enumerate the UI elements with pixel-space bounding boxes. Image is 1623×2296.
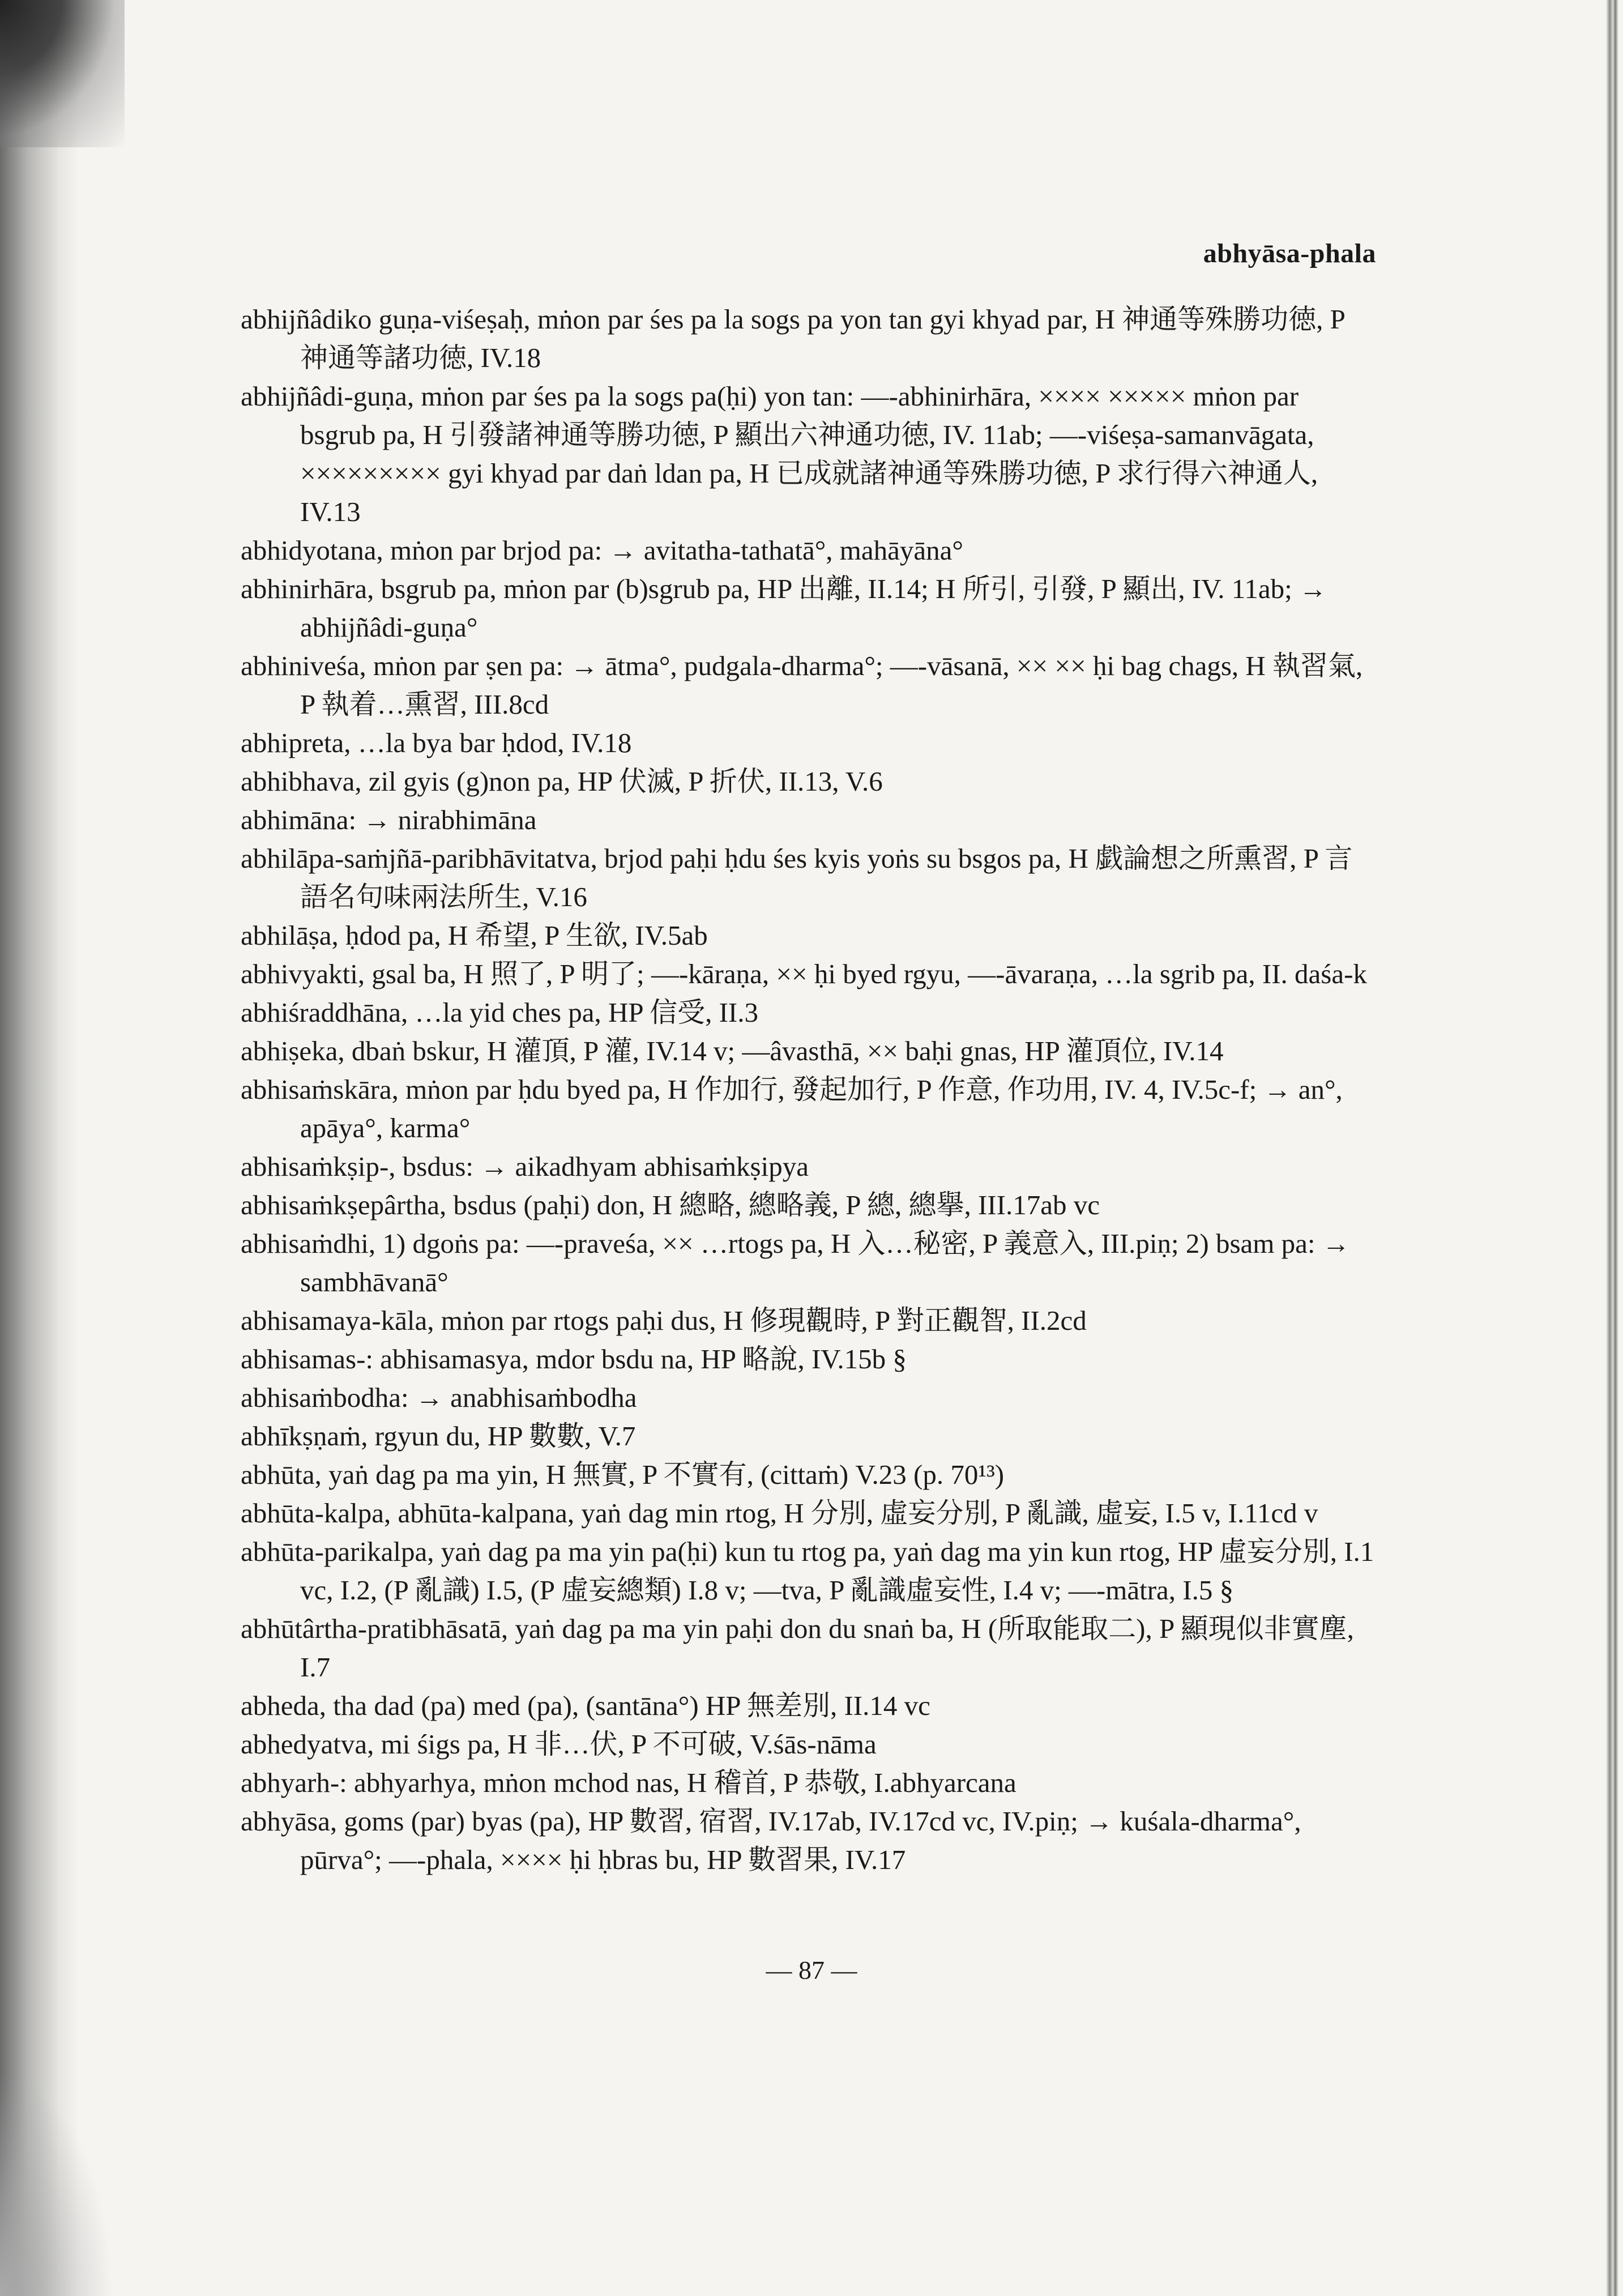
bottom-corner-shadow xyxy=(0,2069,113,2296)
glossary-entry: abhisaṁbodha: → anabhisaṁbodha xyxy=(241,1382,637,1413)
binding-shadow xyxy=(0,0,79,2296)
glossary-entry: abhidyotana, mṅon par brjod pa: → avitatha-tathatā°, mahāyāna° xyxy=(241,535,963,566)
glossary-entry: abhiśraddhāna, …la yid ches pa, HP 信受, II.3 xyxy=(241,997,758,1028)
glossary-entry: abhijñâdiko guṇa-viśeṣaḥ, mṅon par śes pa la sogs pa yon tan gyi khyad par, H 神通等殊勝功徳, P 神通等諸功徳, IV.18 xyxy=(241,304,1345,373)
glossary-entry: abhisaṁskāra, mṅon par ḥdu byed pa, H 作加行, 發起加行, P 作意, 作功用, IV. 4, IV.5c-f; → an°, apāya°, karma° xyxy=(241,1074,1343,1143)
page-edge xyxy=(1606,0,1618,2296)
glossary-entry: abhiṣeka, dbaṅ bskur, H 灌頂, P 灌, IV.14 v; —âvasthā, ×× baḥi gnas, HP 灌頂位, IV.14 xyxy=(241,1035,1224,1066)
glossary-entry: abhimāna: → nirabhimāna xyxy=(241,804,537,835)
glossary-entry: abhiniveśa, mṅon par ṣen pa: → ātma°, pudgala-dharma°; —-vāsanā, ×× ×× ḥi bag chags, H 執習氣, P 執着…熏習, III.8cd xyxy=(241,650,1363,720)
glossary-entries xyxy=(241,300,1379,1879)
glossary-entry: abhilāṣa, ḥdod pa, H 希望, P 生欲, IV.5ab xyxy=(241,920,708,951)
corner-shadow xyxy=(0,0,125,147)
glossary-entry: abhivyakti, gsal ba, H 照了, P 明了; —-kāraṇa, ×× ḥi byed rgyu, —-āvaraṇa, …la sgrib pa, II. daśa-k xyxy=(241,958,1367,989)
glossary-entry: abhūta-kalpa, abhūta-kalpana, yaṅ dag min rtog, H 分別, 虛妄分別, P 亂識, 虛妄, I.5 v, I.11cd v xyxy=(241,1497,1318,1529)
glossary-entry: abhūta, yaṅ dag pa ma yin, H 無實, P 不實有, (cittaṁ) V.23 (p. 70¹³) xyxy=(241,1459,1005,1490)
glossary-entry: abhibhava, zil gyis (g)non pa, HP 伏滅, P 折伏, II.13, V.6 xyxy=(241,766,883,797)
glossary-entry: abhyarh-: abhyarhya, mṅon mchod nas, H 稽首, P 恭敬, I.abhyarcana xyxy=(241,1767,1016,1798)
glossary-entry: abhijñâdi-guṇa, mṅon par śes pa la sogs pa(ḥi) yon tan: —-abhinirhāra, ×××× ××××× mṅon par bsgrub pa, H 引發諸神通等勝功徳, P 顯出六神通功徳, IV. 11ab; —-viśeṣa-samanvāgata, ××××××××× gyi khyad par daṅ ldan pa, H 已成就諸神通等殊勝功徳, P 求行得六神通人, IV.13 xyxy=(241,381,1318,527)
glossary-entry: abhisaṁkṣip-, bsdus: → aikadhyam abhisaṁkṣipya xyxy=(241,1151,809,1182)
glossary-entry: abhisamaya-kāla, mṅon par rtogs paḥi dus, H 修現觀時, P 對正觀智, II.2cd xyxy=(241,1305,1087,1336)
glossary-entry: abhinirhāra, bsgrub pa, mṅon par (b)sgrub pa, HP 出離, II.14; H 所引, 引發, P 顯出, IV. 11ab; → abhijñâdi-guṇa° xyxy=(241,573,1327,643)
glossary-entry: abhisaṁdhi, 1) dgoṅs pa: —-praveśa, ×× …rtogs pa, H 入…秘密, P 義意入, III.piṇ; 2) bsam pa: → sambhāvanā° xyxy=(241,1228,1350,1298)
glossary-entry: abhisamas-: abhisamasya, mdor bsdu na, HP 略說, IV.15b § xyxy=(241,1343,907,1375)
page-number: — 87 — xyxy=(766,1956,857,1985)
running-head: abhyāsa-phala xyxy=(1203,238,1376,268)
glossary-entry: abhipreta, …la bya bar ḥdod, IV.18 xyxy=(241,727,632,758)
glossary-entry: abheda, tha dad (pa) med (pa), (santāna°) HP 無差別, II.14 vc xyxy=(241,1690,930,1721)
glossary-entry: abhedyatva, mi śigs pa, H 非…伏, P 不可破, V.śās-nāma xyxy=(241,1729,877,1760)
glossary-entry: abhūta-parikalpa, yaṅ dag pa ma yin pa(ḥi) kun tu rtog pa, yaṅ dag ma yin kun rtog, HP 虛妄分別, I.1 vc, I.2, (P 亂識) I.5, (P 虛妄總類) I.8 v; —tva, P 亂識虛妄性, I.4 v; —-mātra, I.5 § xyxy=(241,1536,1374,1606)
glossary-entry: abhisaṁkṣepârtha, bsdus (paḥi) don, H 總略, 總略義, P 總, 總擧, III.17ab vc xyxy=(241,1189,1100,1220)
glossary-entry: abhīkṣṇaṁ, rgyun du, HP 數數, V.7 xyxy=(241,1420,636,1452)
glossary-entry: abhilāpa-saṁjñā-paribhāvitatva, brjod paḥi ḥdu śes kyis yoṅs su bsgos pa, H 戯論想之所熏習, P 言語名句味兩法所生, V.16 xyxy=(241,843,1353,912)
glossary-entry: abhūtârtha-pratibhāsatā, yaṅ dag pa ma yin paḥi don du snaṅ ba, H (所取能取二), P 顯現似非實塵, I.7 xyxy=(241,1613,1354,1683)
glossary-entry: abhyāsa, goms (par) byas (pa), HP 數習, 宿習, IV.17ab, IV.17cd vc, IV.piṇ; → kuśala-dharma°, pūrva°; —-phala, ×××× ḥi ḥbras bu, HP 數習果, IV.17 xyxy=(241,1806,1301,1875)
